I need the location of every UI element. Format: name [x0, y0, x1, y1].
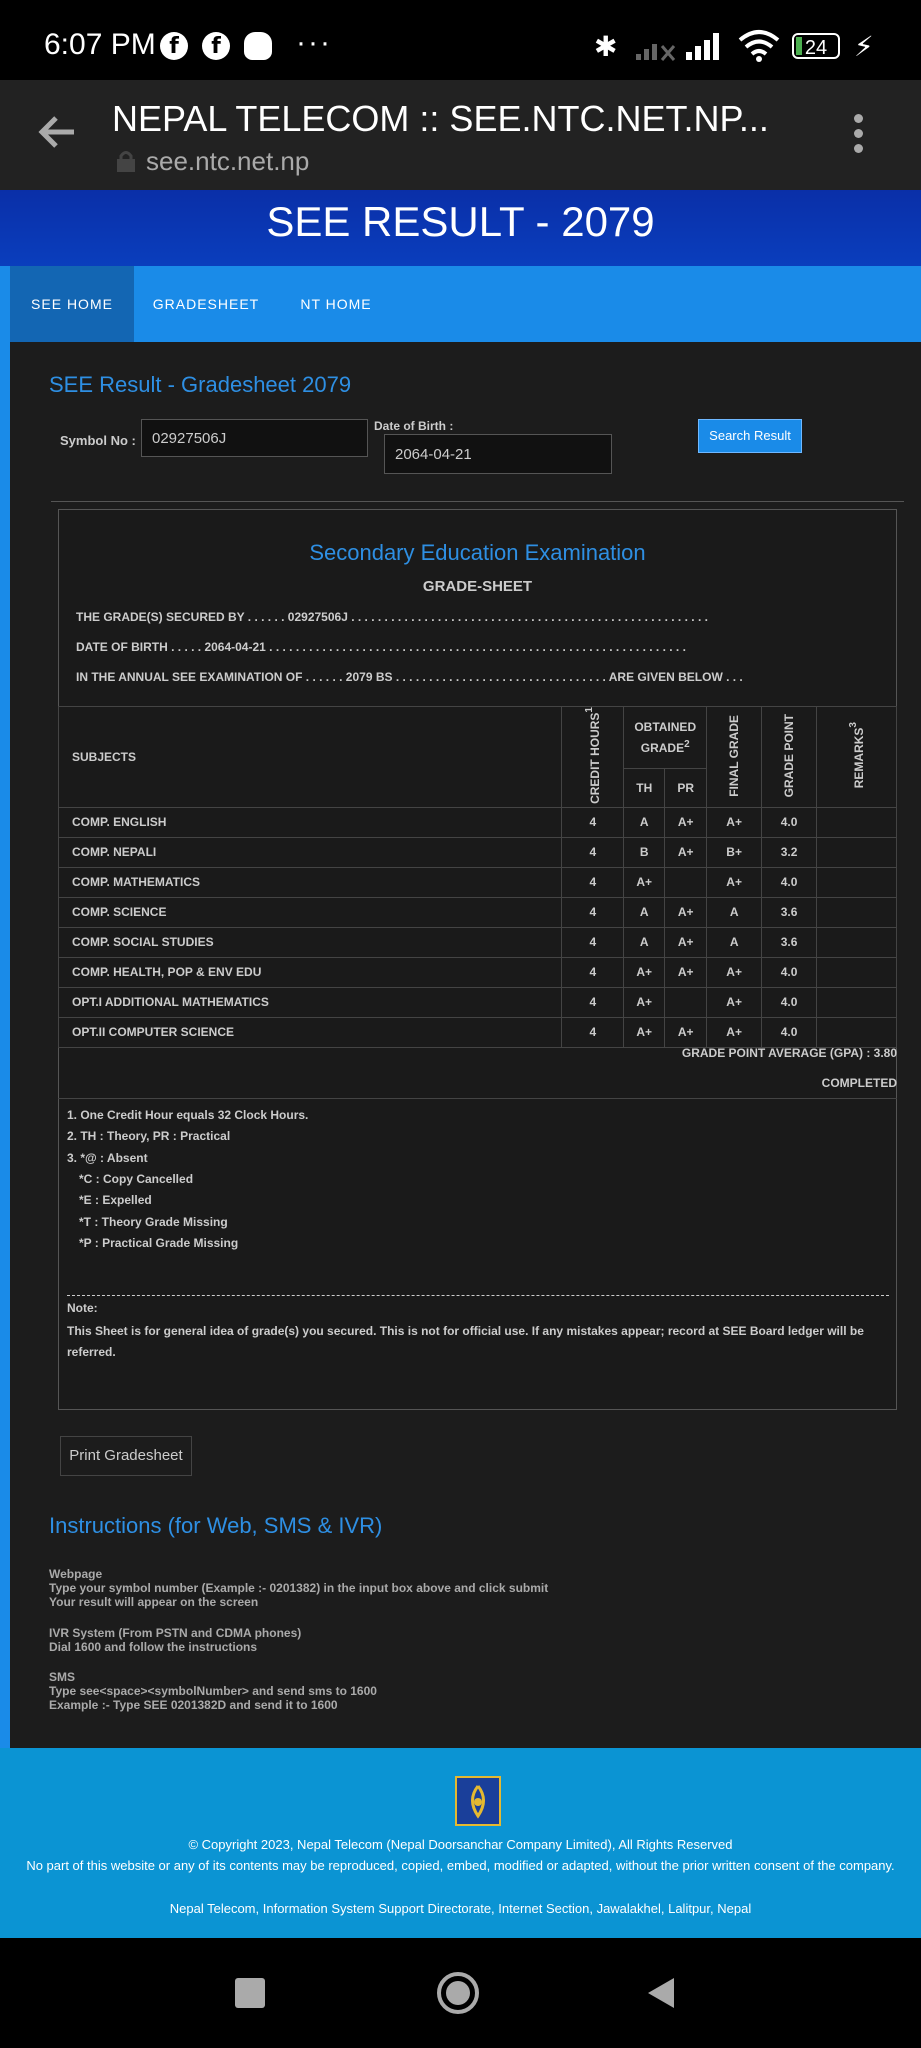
- remarks-cell: [817, 927, 897, 957]
- nav-see-home[interactable]: SEE HOME: [10, 266, 134, 342]
- remarks-cell: [817, 807, 897, 837]
- note-item: 2. TH : Theory, PR : Practical: [67, 1129, 231, 1143]
- facebook-icon: f: [160, 32, 188, 60]
- signal-icon: [686, 30, 728, 67]
- banner-title: SEE RESULT - 2079: [266, 198, 655, 245]
- menu-kebab-icon[interactable]: [850, 114, 866, 158]
- note-item: *T : Theory Grade Missing: [79, 1215, 228, 1229]
- web-line: Your result will appear on the screen: [49, 1595, 259, 1609]
- completed-status: COMPLETED: [821, 1076, 897, 1090]
- credit-cell: 4: [562, 867, 624, 897]
- note-title: Note:: [67, 1301, 98, 1315]
- th-grade-cell: A: [624, 897, 665, 927]
- table-row: [59, 837, 897, 867]
- note-item: *E : Expelled: [79, 1193, 152, 1207]
- gradesheet-heading: SEE Result - Gradesheet 2079: [49, 372, 352, 397]
- facebook-icon: f: [202, 32, 230, 60]
- remarks-cell: [817, 897, 897, 927]
- table-row: [59, 1017, 897, 1047]
- sms-title: SMS: [49, 1670, 76, 1684]
- note-item: 3. *@ : Absent: [67, 1151, 148, 1165]
- note-text: This Sheet is for general idea of grade(s) you secured. This is not for official use. If any mistakes appear; record at SEE Board ledger will be referred.: [67, 1324, 864, 1359]
- gradesheet-subtitle: GRADE-SHEET: [422, 578, 533, 595]
- subject-cell: COMP. ENGLISH: [59, 807, 562, 837]
- web-line: Type your symbol number (Example :- 0201382) in the input box above and click submit: [49, 1581, 549, 1595]
- nepal-telecom-logo: [455, 1776, 501, 1826]
- remarks-cell: [817, 837, 897, 867]
- grade-point-cell: 4.0: [762, 957, 817, 987]
- credit-cell: 4: [562, 927, 624, 957]
- back-arrow-icon[interactable]: [34, 110, 78, 154]
- dashed-divider: [67, 1295, 889, 1296]
- ivr-line: Dial 1600 and follow the instructions: [49, 1640, 258, 1654]
- search-result-button[interactable]: Search Result: [698, 419, 802, 453]
- note-item: 1. One Credit Hour equals 32 Clock Hours.: [67, 1108, 309, 1122]
- table-row: [59, 927, 897, 957]
- th-grade-cell: A+: [624, 1017, 665, 1047]
- url-text[interactable]: see.ntc.net.np: [146, 146, 310, 176]
- remarks-cell: [817, 987, 897, 1017]
- credit-cell: 4: [562, 807, 624, 837]
- subject-cell: COMP. SOCIAL STUDIES: [59, 927, 562, 957]
- credit-cell: 4: [562, 957, 624, 987]
- back-nav-icon[interactable]: [646, 1976, 676, 2015]
- signal-off-icon: [636, 34, 678, 67]
- symbol-input[interactable]: [141, 419, 368, 457]
- page-title: NEPAL TELECOM :: SEE.NTC.NET.NP...: [112, 98, 769, 139]
- subjects-header: SUBJECTS: [59, 707, 562, 808]
- divider: [51, 501, 904, 502]
- nav-gradesheet[interactable]: GRADESHEET: [152, 296, 260, 312]
- credit-cell: 4: [562, 987, 624, 1017]
- pr-grade-cell: A+: [665, 897, 707, 927]
- final-grade-header: FINAL GRADE: [707, 707, 762, 808]
- credit-cell: 4: [562, 1017, 624, 1047]
- grade-point-header: GRADE POINT: [762, 707, 817, 808]
- grade-point-cell: 3.6: [762, 927, 817, 957]
- table-row: [59, 867, 897, 897]
- ivr-title: IVR System (From PSTN and CDMA phones): [49, 1626, 302, 1640]
- pr-grade-cell: A+: [665, 927, 707, 957]
- exam-line: IN THE ANNUAL SEE EXAMINATION OF . . . . . . 2079 BS . . . . . . . . . . . . . . . . . . . . . . . . . . . . . . . . ARE GIVEN BELOW . . .: [76, 670, 743, 684]
- note-item: *P : Practical Grade Missing: [79, 1236, 239, 1250]
- grade-point-cell: 3.2: [762, 837, 817, 867]
- final-grade-cell: A: [707, 897, 762, 927]
- table-row: [59, 987, 897, 1017]
- charging-icon: ⚡: [854, 30, 874, 63]
- bluetooth-icon: ✱: [594, 30, 618, 63]
- subject-cell: COMP. SCIENCE: [59, 897, 562, 927]
- left-accent-bar: [0, 266, 10, 1748]
- instructions-heading: Instructions (for Web, SMS & IVR): [49, 1513, 383, 1538]
- credit-cell: 4: [562, 897, 624, 927]
- snapchat-icon: [244, 32, 272, 60]
- sheet-separator: [58, 1098, 897, 1099]
- pr-grade-cell: A+: [665, 957, 707, 987]
- remarks-cell: [817, 1017, 897, 1047]
- secured-by-line: THE GRADE(S) SECURED BY . . . . . . 02927506J . . . . . . . . . . . . . . . . . . . . . . . . . . . . . . . . . . . . . . . . . . . . . . . . . . . . . .: [76, 610, 708, 624]
- table-row: [59, 807, 897, 837]
- subject-cell: COMP. NEPALI: [59, 837, 562, 867]
- table-row: [59, 897, 897, 927]
- address-text: Nepal Telecom, Information System Support Directorate, Internet Section, Jawalakhel, Lalitpur, Nepal: [169, 1901, 752, 1916]
- sms-line: Type see<space><symbolNumber> and send sms to 1600: [49, 1684, 377, 1698]
- subject-cell: COMP. MATHEMATICS: [59, 867, 562, 897]
- credit-hours-header: CREDIT HOURS$^1$: [562, 707, 624, 808]
- note-item: *C : Copy Cancelled: [79, 1172, 194, 1186]
- exam-title: Secondary Education Examination: [309, 540, 646, 565]
- th-grade-cell: A+: [624, 957, 665, 987]
- grade-point-cell: 4.0: [762, 867, 817, 897]
- grades-table: [58, 706, 897, 1048]
- pr-grade-cell: A+: [665, 837, 707, 867]
- wifi-icon: [738, 28, 780, 67]
- final-grade-cell: A+: [707, 867, 762, 897]
- pr-grade-cell: [665, 867, 707, 897]
- pr-grade-cell: A+: [665, 1017, 707, 1047]
- th-grade-cell: A: [624, 927, 665, 957]
- pr-grade-cell: A+: [665, 807, 707, 837]
- dob-line: DATE OF BIRTH . . . . . 2064-04-21 . . . . . . . . . . . . . . . . . . . . . . . . . . . . . . . . . . . . . . . . . . . . . . . . . . . . . . . . . . . . . . .: [76, 640, 686, 654]
- remarks-cell: [817, 867, 897, 897]
- subject-cell: OPT.I ADDITIONAL MATHEMATICS: [59, 987, 562, 1017]
- grade-point-cell: 4.0: [762, 1017, 817, 1047]
- subject-cell: OPT.II COMPUTER SCIENCE: [59, 1017, 562, 1047]
- home-icon[interactable]: [437, 1972, 479, 2014]
- lock-icon: [116, 150, 136, 172]
- battery-icon: 24: [792, 33, 840, 59]
- final-grade-cell: B+: [707, 837, 762, 867]
- obtained-grade-header: OBTAINED GRADE$^2$: [624, 707, 707, 769]
- final-grade-cell: A+: [707, 1017, 762, 1047]
- notice-text: No part of this website or any of its contents may be reproduced, copied, embed, modified or adapted, without the prior written consent of the company.: [26, 1858, 895, 1873]
- final-grade-cell: A+: [707, 957, 762, 987]
- dob-label: Date of Birth :: [374, 419, 454, 433]
- th-header: TH: [624, 769, 665, 808]
- print-gradesheet-button[interactable]: Print Gradesheet: [60, 1436, 192, 1476]
- more-notifications-icon: ···: [296, 26, 332, 59]
- nav-nt-home[interactable]: NT HOME: [300, 296, 372, 312]
- pr-header: PR: [665, 769, 707, 808]
- pr-grade-cell: [665, 987, 707, 1017]
- grade-point-cell: 4.0: [762, 987, 817, 1017]
- final-grade-cell: A+: [707, 987, 762, 1017]
- symbol-label: Symbol No :: [60, 433, 136, 448]
- recents-icon[interactable]: [235, 1978, 265, 2008]
- remarks-cell: [817, 957, 897, 987]
- remarks-header: REMARKS$^3$: [817, 707, 897, 808]
- th-grade-cell: A+: [624, 867, 665, 897]
- th-grade-cell: B: [624, 837, 665, 867]
- web-title: Webpage: [49, 1567, 103, 1581]
- dob-input[interactable]: [384, 434, 612, 474]
- grade-point-cell: 4.0: [762, 807, 817, 837]
- th-grade-cell: A+: [624, 987, 665, 1017]
- final-grade-cell: A+: [707, 807, 762, 837]
- sms-line: Example :- Type SEE 0201382D and send it to 1600: [49, 1698, 338, 1712]
- status-time: 6:07 PM: [44, 28, 156, 61]
- final-grade-cell: A: [707, 927, 762, 957]
- gpa-text: GRADE POINT AVERAGE (GPA) : 3.80: [681, 1046, 897, 1060]
- copyright-text: © Copyright 2023, Nepal Telecom (Nepal Doorsanchar Company Limited), All Rights Reserved: [188, 1837, 733, 1852]
- main-nav: [10, 266, 921, 342]
- grade-point-cell: 3.6: [762, 897, 817, 927]
- table-row: [59, 957, 897, 987]
- subject-cell: COMP. HEALTH, POP & ENV EDU: [59, 957, 562, 987]
- credit-cell: 4: [562, 837, 624, 867]
- th-grade-cell: A: [624, 807, 665, 837]
